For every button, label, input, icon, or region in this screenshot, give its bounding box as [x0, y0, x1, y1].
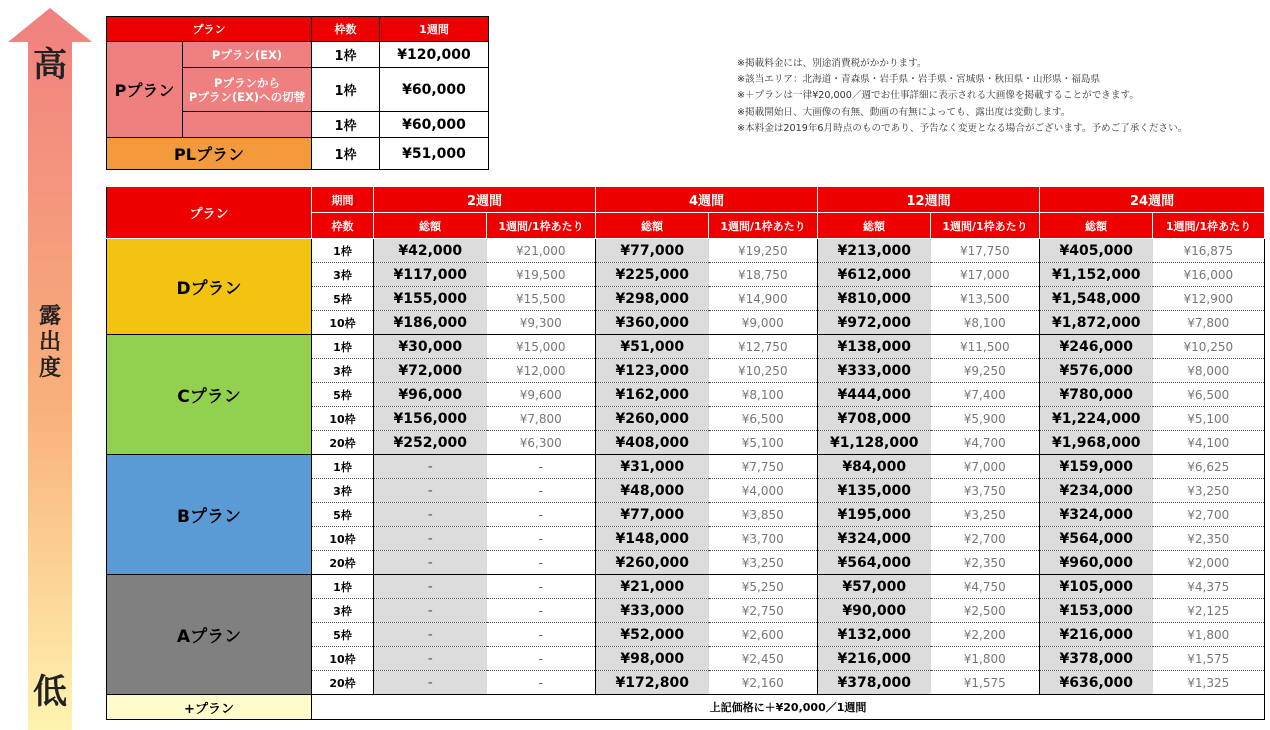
slot-count: 1枠 [312, 335, 374, 359]
pl-plan-label: PLプラン [107, 138, 312, 170]
per-week-slot-price: ¥5,100 [709, 431, 818, 455]
total-price: - [374, 623, 487, 647]
slot-count: 5枠 [312, 503, 374, 527]
total-price: ¥77,000 [596, 503, 709, 527]
p-plan-switch-slots: 1枠 [312, 68, 380, 112]
plan-label: Dプラン [107, 239, 312, 335]
slot-count: 10枠 [312, 527, 374, 551]
per-week-slot-price: ¥3,250 [709, 551, 818, 575]
per-week-slot-price: ¥5,100 [1153, 407, 1265, 431]
per-week-slot-price: ¥3,250 [931, 503, 1040, 527]
total-price: ¥378,000 [1040, 647, 1153, 671]
per-week-slot-price: ¥9,300 [487, 311, 596, 335]
per-week-slot-price: ¥8,100 [709, 383, 818, 407]
p-plan-switch-name [183, 68, 312, 112]
top-price-table [106, 16, 489, 170]
per-week-slot-price: ¥3,700 [709, 527, 818, 551]
header-per-week-slot: 1週間/1枠あたり [709, 213, 818, 239]
per-week-slot-price: ¥1,800 [931, 647, 1040, 671]
total-price: ¥960,000 [1040, 551, 1153, 575]
per-week-slot-price: ¥17,000 [931, 263, 1040, 287]
per-week-slot-price: ¥5,250 [709, 575, 818, 599]
total-price: ¥155,000 [374, 287, 487, 311]
per-week-slot-price: ¥9,600 [487, 383, 596, 407]
per-week-slot-price: ¥9,000 [709, 311, 818, 335]
per-week-slot-price: ¥6,500 [709, 407, 818, 431]
arrow-exposure-label: 露出度 [38, 304, 61, 381]
slot-count: 3枠 [312, 263, 374, 287]
per-week-slot-price: ¥16,875 [1153, 239, 1265, 263]
total-price: ¥98,000 [596, 647, 709, 671]
header-per-week-slot: 1週間/1枠あたり [487, 213, 596, 239]
top-header-plan: プラン [107, 17, 312, 42]
per-week-slot-price: ¥2,350 [1153, 527, 1265, 551]
total-price: ¥378,000 [818, 671, 931, 695]
main-header-slots: 枠数 [312, 213, 374, 239]
slot-count: 20枠 [312, 671, 374, 695]
total-price: ¥405,000 [1040, 239, 1153, 263]
total-price: ¥708,000 [818, 407, 931, 431]
total-price: ¥408,000 [596, 431, 709, 455]
total-price: ¥138,000 [818, 335, 931, 359]
p-plan-blank-name [183, 112, 312, 138]
total-price: ¥972,000 [818, 311, 931, 335]
note-line: ※＋プランは一律¥20,000／週でお仕事詳細に表示される大画像を掲載することができます。 [737, 90, 1139, 102]
slot-count: 5枠 [312, 287, 374, 311]
table-row [107, 335, 1265, 359]
total-price: ¥780,000 [1040, 383, 1153, 407]
per-week-slot-price: - [487, 623, 596, 647]
header-per-week-slot: 1週間/1枠あたり [931, 213, 1040, 239]
exposure-arrow [8, 8, 92, 730]
p-plan-ex-slots: 1枠 [312, 42, 380, 68]
per-week-slot-price: ¥15,000 [487, 335, 596, 359]
per-week-slot-price: ¥2,200 [931, 623, 1040, 647]
total-price: ¥298,000 [596, 287, 709, 311]
header-total: 総額 [596, 213, 709, 239]
per-week-slot-price: ¥1,800 [1153, 623, 1265, 647]
per-week-slot-price: ¥3,250 [1153, 479, 1265, 503]
slot-count: 5枠 [312, 623, 374, 647]
total-price: ¥77,000 [596, 239, 709, 263]
header-total: 総額 [374, 213, 487, 239]
per-week-slot-price: ¥2,160 [709, 671, 818, 695]
plus-plan-row [107, 695, 1265, 720]
total-price: ¥156,000 [374, 407, 487, 431]
p-plan-ex-price: ¥120,000 [380, 42, 489, 68]
total-price: ¥260,000 [596, 551, 709, 575]
total-price: ¥636,000 [1040, 671, 1153, 695]
slot-count: 1枠 [312, 455, 374, 479]
total-price: - [374, 479, 487, 503]
slot-count: 1枠 [312, 575, 374, 599]
per-week-slot-price: ¥2,350 [931, 551, 1040, 575]
total-price: ¥216,000 [1040, 623, 1153, 647]
top-header-week: 1週間 [380, 17, 489, 42]
p-plan-switch-line2: Pプラン(EX)への切替 [188, 89, 306, 104]
per-week-slot-price: ¥12,900 [1153, 287, 1265, 311]
table-row [107, 239, 1265, 263]
per-week-slot-price: ¥7,000 [931, 455, 1040, 479]
per-week-slot-price: ¥12,750 [709, 335, 818, 359]
total-price: ¥252,000 [374, 431, 487, 455]
slot-count: 20枠 [312, 551, 374, 575]
total-price: ¥96,000 [374, 383, 487, 407]
per-week-slot-price: - [487, 647, 596, 671]
per-week-slot-price: ¥3,750 [931, 479, 1040, 503]
plan-label: Cプラン [107, 335, 312, 455]
per-week-slot-price: - [487, 599, 596, 623]
total-price: - [374, 599, 487, 623]
period-24weeks: 24週間 [1040, 187, 1265, 213]
per-week-slot-price: ¥4,000 [709, 479, 818, 503]
total-price: ¥333,000 [818, 359, 931, 383]
per-week-slot-price: ¥9,250 [931, 359, 1040, 383]
p-plan-third-price: ¥60,000 [380, 112, 489, 138]
per-week-slot-price: ¥7,750 [709, 455, 818, 479]
per-week-slot-price: ¥1,325 [1153, 671, 1265, 695]
per-week-slot-price: ¥8,000 [1153, 359, 1265, 383]
total-price: ¥57,000 [818, 575, 931, 599]
slot-count: 10枠 [312, 647, 374, 671]
total-price: ¥153,000 [1040, 599, 1153, 623]
total-price: ¥117,000 [374, 263, 487, 287]
pl-plan-price: ¥51,000 [380, 138, 489, 170]
per-week-slot-price: - [487, 575, 596, 599]
total-price: ¥72,000 [374, 359, 487, 383]
table-row [107, 575, 1265, 599]
total-price: ¥84,000 [818, 455, 931, 479]
total-price: ¥21,000 [596, 575, 709, 599]
total-price: ¥260,000 [596, 407, 709, 431]
total-price: ¥148,000 [596, 527, 709, 551]
per-week-slot-price: ¥2,700 [931, 527, 1040, 551]
total-price: ¥90,000 [818, 599, 931, 623]
total-price: ¥1,128,000 [818, 431, 931, 455]
per-week-slot-price: ¥2,125 [1153, 599, 1265, 623]
per-week-slot-price: ¥2,000 [1153, 551, 1265, 575]
total-price: ¥213,000 [818, 239, 931, 263]
total-price: ¥30,000 [374, 335, 487, 359]
total-price: ¥576,000 [1040, 359, 1153, 383]
per-week-slot-price: ¥6,300 [487, 431, 596, 455]
period-2weeks: 2週間 [374, 187, 596, 213]
header-total: 総額 [818, 213, 931, 239]
total-price: ¥135,000 [818, 479, 931, 503]
per-week-slot-price: ¥1,575 [1153, 647, 1265, 671]
main-header-period: 期間 [312, 187, 374, 213]
total-price: ¥42,000 [374, 239, 487, 263]
per-week-slot-price: ¥19,250 [709, 239, 818, 263]
total-price: ¥246,000 [1040, 335, 1153, 359]
slot-count: 3枠 [312, 359, 374, 383]
slot-count: 1枠 [312, 239, 374, 263]
total-price: ¥105,000 [1040, 575, 1153, 599]
total-price: - [374, 647, 487, 671]
per-week-slot-price: - [487, 503, 596, 527]
note-line: ※掲載開始日、大画像の有無、動画の有無によっても、露出度は変動します。 [737, 106, 1071, 118]
per-week-slot-price: ¥21,000 [487, 239, 596, 263]
arrow-low-label: 低 [33, 672, 67, 712]
total-price: ¥1,152,000 [1040, 263, 1153, 287]
total-price: ¥564,000 [1040, 527, 1153, 551]
per-week-slot-price: ¥14,900 [709, 287, 818, 311]
slot-count: 10枠 [312, 407, 374, 431]
total-price: - [374, 575, 487, 599]
total-price: ¥172,800 [596, 671, 709, 695]
per-week-slot-price: ¥2,600 [709, 623, 818, 647]
total-price: ¥1,968,000 [1040, 431, 1153, 455]
per-week-slot-price: ¥3,850 [709, 503, 818, 527]
per-week-slot-price: ¥10,250 [1153, 335, 1265, 359]
slot-count: 5枠 [312, 383, 374, 407]
total-price: ¥159,000 [1040, 455, 1153, 479]
main-header-plan: プラン [107, 187, 312, 239]
per-week-slot-price: ¥2,500 [931, 599, 1040, 623]
per-week-slot-price: ¥19,500 [487, 263, 596, 287]
plus-plan-note: 上記価格に＋¥20,000／1週間 [312, 695, 1265, 720]
per-week-slot-price: ¥2,450 [709, 647, 818, 671]
total-price: - [374, 671, 487, 695]
total-price: ¥564,000 [818, 551, 931, 575]
total-price: ¥195,000 [818, 503, 931, 527]
per-week-slot-price: - [487, 455, 596, 479]
per-week-slot-price: ¥17,750 [931, 239, 1040, 263]
total-price: ¥52,000 [596, 623, 709, 647]
arrow-high-label: 高 [33, 45, 67, 85]
per-week-slot-price: ¥16,000 [1153, 263, 1265, 287]
per-week-slot-price: ¥8,100 [931, 311, 1040, 335]
per-week-slot-price: ¥4,375 [1153, 575, 1265, 599]
total-price: ¥216,000 [818, 647, 931, 671]
total-price: ¥48,000 [596, 479, 709, 503]
main-price-table [106, 186, 1265, 720]
p-plan-third-slots: 1枠 [312, 112, 380, 138]
per-week-slot-price: - [487, 479, 596, 503]
per-week-slot-price: ¥4,750 [931, 575, 1040, 599]
note-line: ※本料金は2019年6月時点のものであり、予告なく変更となる場合がございます。予めご了承ください。 [737, 122, 1188, 134]
total-price: - [374, 503, 487, 527]
per-week-slot-price: ¥6,625 [1153, 455, 1265, 479]
per-week-slot-price: ¥4,700 [931, 431, 1040, 455]
per-week-slot-price: - [487, 551, 596, 575]
total-price: ¥1,224,000 [1040, 407, 1153, 431]
total-price: ¥162,000 [596, 383, 709, 407]
total-price: ¥132,000 [818, 623, 931, 647]
per-week-slot-price: ¥5,900 [931, 407, 1040, 431]
per-week-slot-price: ¥6,500 [1153, 383, 1265, 407]
plus-plan-label: +プラン [107, 695, 312, 720]
total-price: ¥123,000 [596, 359, 709, 383]
total-price: - [374, 551, 487, 575]
per-week-slot-price: ¥7,400 [931, 383, 1040, 407]
per-week-slot-price: ¥10,250 [709, 359, 818, 383]
total-price: ¥360,000 [596, 311, 709, 335]
p-plan-switch-price: ¥60,000 [380, 68, 489, 112]
period-12weeks: 12週間 [818, 187, 1040, 213]
per-week-slot-price: ¥15,500 [487, 287, 596, 311]
total-price: ¥1,548,000 [1040, 287, 1153, 311]
per-week-slot-price: ¥2,750 [709, 599, 818, 623]
plan-label: Bプラン [107, 455, 312, 575]
per-week-slot-price: ¥11,500 [931, 335, 1040, 359]
total-price: ¥1,872,000 [1040, 311, 1153, 335]
total-price: ¥612,000 [818, 263, 931, 287]
note-line: ※掲載料金には、別途消費税がかかります。 [737, 58, 927, 69]
table-row [107, 455, 1265, 479]
total-price: ¥33,000 [596, 599, 709, 623]
per-week-slot-price: - [487, 527, 596, 551]
total-price: ¥51,000 [596, 335, 709, 359]
slot-count: 10枠 [312, 311, 374, 335]
slot-count: 20枠 [312, 431, 374, 455]
per-week-slot-price: ¥13,500 [931, 287, 1040, 311]
top-header-slots: 枠数 [312, 17, 380, 42]
per-week-slot-price: ¥7,800 [1153, 311, 1265, 335]
per-week-slot-price: ¥18,750 [709, 263, 818, 287]
total-price: - [374, 527, 487, 551]
p-plan-switch-line1: Pプランから [214, 75, 280, 90]
header-per-week-slot: 1週間/1枠あたり [1153, 213, 1265, 239]
total-price: ¥324,000 [1040, 503, 1153, 527]
notes [737, 56, 1187, 137]
slot-count: 3枠 [312, 599, 374, 623]
total-price: ¥444,000 [818, 383, 931, 407]
pl-plan-slots: 1枠 [312, 138, 380, 170]
per-week-slot-price: ¥2,700 [1153, 503, 1265, 527]
per-week-slot-price: - [487, 671, 596, 695]
per-week-slot-price: ¥1,575 [931, 671, 1040, 695]
total-price: ¥810,000 [818, 287, 931, 311]
period-4weeks: 4週間 [596, 187, 818, 213]
total-price: ¥186,000 [374, 311, 487, 335]
slot-count: 3枠 [312, 479, 374, 503]
total-price: ¥31,000 [596, 455, 709, 479]
p-plan-label: Pプラン [107, 42, 183, 138]
total-price: - [374, 455, 487, 479]
header-total: 総額 [1040, 213, 1153, 239]
per-week-slot-price: ¥12,000 [487, 359, 596, 383]
total-price: ¥324,000 [818, 527, 931, 551]
total-price: ¥234,000 [1040, 479, 1153, 503]
per-week-slot-price: ¥7,800 [487, 407, 596, 431]
plan-label: Aプラン [107, 575, 312, 695]
per-week-slot-price: ¥4,100 [1153, 431, 1265, 455]
total-price: ¥225,000 [596, 263, 709, 287]
note-line: ※該当エリア：北海道・青森県・岩手県・岩手県・宮城県・秋田県・山形県・福島県 [737, 74, 1101, 86]
p-plan-ex-name: Pプラン(EX) [183, 42, 312, 68]
